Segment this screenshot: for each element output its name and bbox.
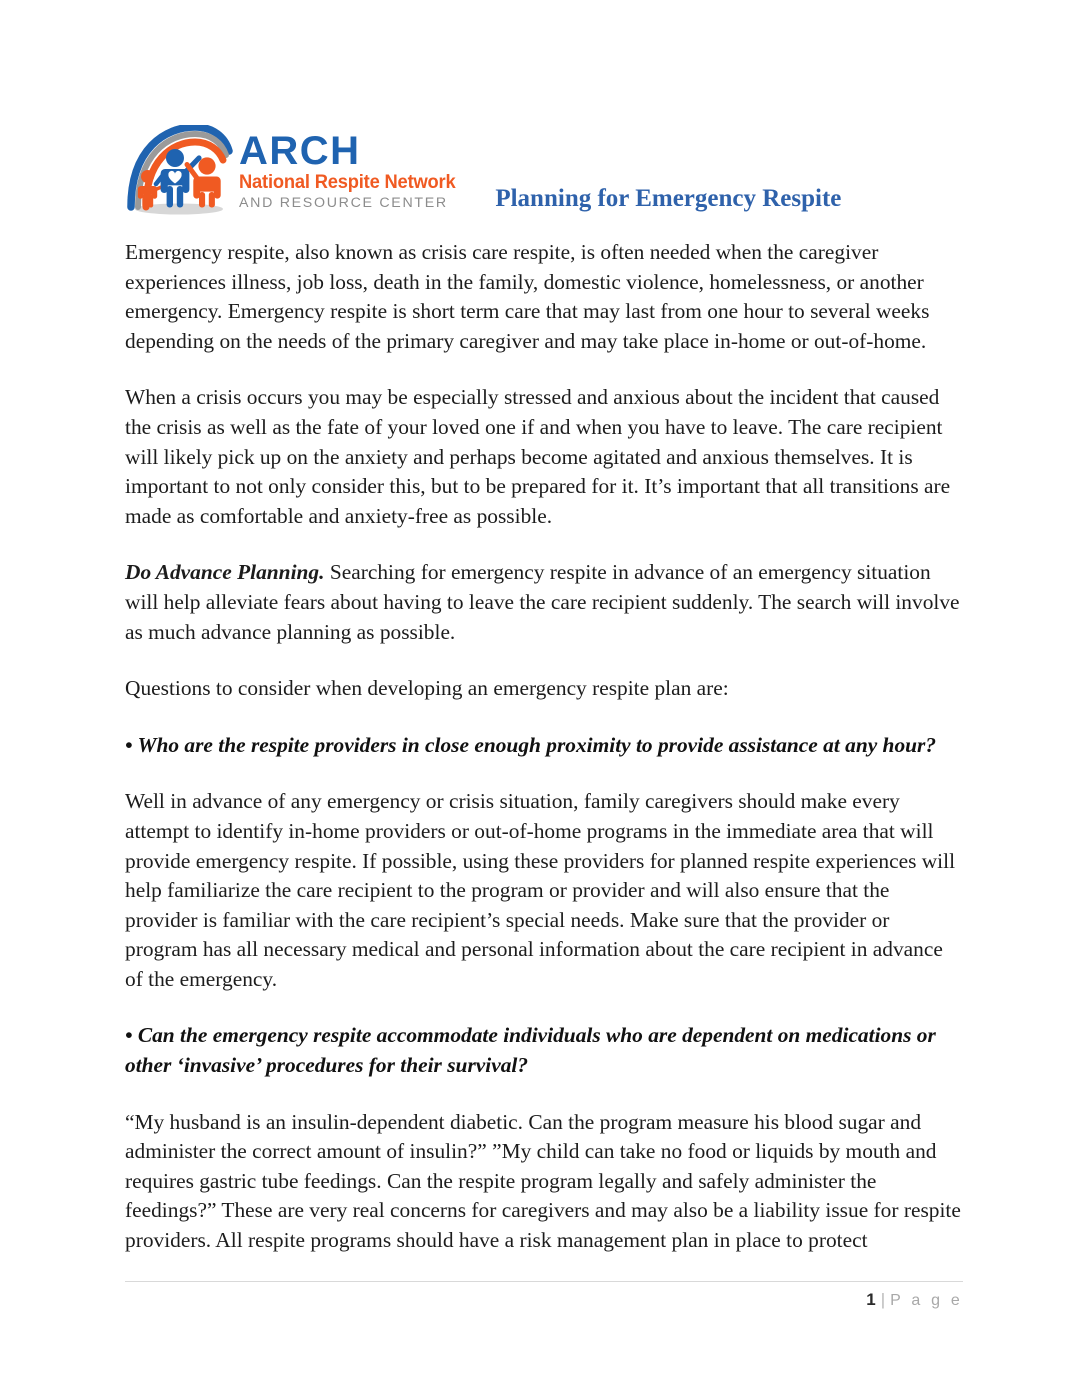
footer-page-label: P a g e <box>890 1292 963 1309</box>
footer-separator: | <box>880 1290 886 1309</box>
arch-logo <box>125 117 469 217</box>
page-title: Planning for Emergency Respite <box>495 185 842 212</box>
paragraph-intro: Emergency respite, also known as crisis care respite, is often needed when the caregiver experiences illness, job loss, death in the family, domestic violence, homelessness, or another emergency. Emergency respite is short term care that may last from one hour to several weeks depending on the needs of the primary caregiver and may take place in-home or out-of-home. <box>125 240 930 353</box>
paragraph-crisis-anxiety: When a crisis occurs you may be especially stressed and anxious about the incident that caused the crisis as well as the fate of your loved one if and when you have to leave. The care recipient will likely pick up on the anxiety and perhaps become agitated and anxious themselves. It is important to not only consider this, but to be prepared for it. It’s important that all transitions are made as comfortable and anxiety-free as possible. <box>125 385 951 528</box>
advance-planning-text: Searching for emergency respite in advance of an emergency situation will help alleviate fears about having to leave the care recipient suddenly. The search will involve as much advance planning as possible. <box>125 560 960 644</box>
document-header <box>125 112 963 217</box>
footer-page-indicator <box>125 1282 963 1310</box>
page-footer <box>125 1281 963 1310</box>
advance-planning-lead-in: Do Advance Planning. <box>125 560 325 585</box>
wordmark-national-respite-network: National Respite Network <box>239 170 456 193</box>
paragraph-advance-planning <box>125 558 961 647</box>
arch-wordmark <box>239 128 469 217</box>
paragraph-quotes-liability: “My husband is an insulin-dependent diabetic. Can the program measure his blood sugar and administer the correct amount of insulin?” ”My child can take no food or liquids by mouth and requires gastric tube feedings. Can the respite program legally and safely administer the feedings?” These are very real concerns for caregivers and may also be a liability issue for respite providers. All respite programs should have a risk management plan in place to protect <box>125 1109 961 1253</box>
question-bullet-proximity: • Who are the respite providers in close enough proximity to provide assistance at any hour? <box>125 732 937 757</box>
wordmark-arch: ARCH <box>239 128 361 173</box>
paragraph-identify-providers: Well in advance of any emergency or crisis situation, family caregivers should make every attempt to identify in-home providers or out-of-home programs in the immediate area that will provide emergency respite. If possible, using these providers for planned respite experiences will help familiarize the care recipient to the program or provider and will also ensure that the provider is familiar with the care recipient’s special needs. Make sure that the provider or program has all necessary medical and personal information about the care recipient in advance of the emergency. <box>125 789 956 991</box>
document-body <box>125 238 961 1256</box>
arch-family-arc-logo-icon <box>125 125 233 217</box>
paragraph-questions-intro: Questions to consider when developing an emergency respite plan are: <box>125 676 729 701</box>
footer-page-number: 1 <box>866 1290 876 1309</box>
question-bullet-medications: • Can the emergency respite accommodate individuals who are dependent on medications or other ‘invasive’ procedures for their survival? <box>125 1023 936 1078</box>
wordmark-and-resource-center: AND RESOURCE CENTER <box>239 194 448 211</box>
